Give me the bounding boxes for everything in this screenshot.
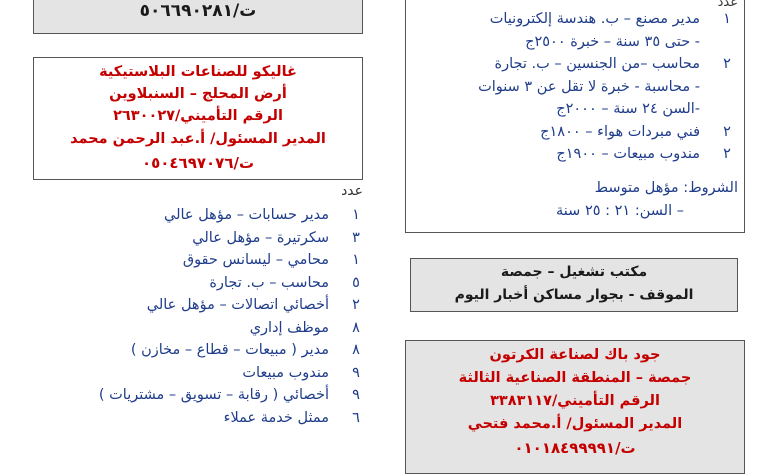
galico-company-box: [33, 57, 363, 180]
jobs-left-header: عدد: [341, 183, 363, 199]
list-item: [412, 53, 738, 76]
galico-address: أرض المحلج – السنبلاوين: [109, 86, 287, 102]
job-text: فني مبردات هواء – ١٨٠٠ج: [540, 123, 700, 140]
list-item: [47, 249, 367, 272]
job-count: ٥: [352, 274, 360, 291]
galico-manager: المدير المسئول/ أ.عبد الرحمن محمد: [70, 131, 326, 147]
galico-name: غاليكو للصناعات البلاستيكية: [99, 64, 297, 80]
job-title: مدير حسابات – مؤهل عالي: [164, 207, 329, 223]
job-title: موظف إداري: [249, 319, 329, 336]
list-item: [412, 76, 738, 99]
job-count: ٦: [352, 409, 360, 426]
job-count: ٢: [352, 297, 360, 313]
employment-office-box: [410, 258, 738, 312]
galico-phone: ت/٠٥٠٤٦٩٧٠٧٦: [141, 154, 255, 172]
job-count: ٨: [352, 319, 360, 336]
job-count: ٢: [723, 123, 731, 140]
list-item: [412, 8, 738, 31]
list-item: [47, 317, 367, 340]
goodpack-address: جمصة – المنطقة الصناعية الثالثة: [458, 370, 692, 386]
list-item: [412, 98, 738, 121]
job-text: مندوب مبيعات – ١٩٠٠ج: [556, 146, 700, 162]
goodpack-name: جود باك لصناعة الكرتون: [489, 347, 661, 363]
jobs-left-list: [47, 204, 367, 429]
jobs-right-list: [412, 8, 738, 166]
list-item: [412, 121, 738, 144]
job-title: محامي – ليسانس حقوق: [182, 252, 329, 268]
list-item: [47, 384, 367, 407]
list-item: [412, 143, 738, 166]
job-count: ٢: [723, 146, 731, 162]
job-count: ١: [352, 252, 360, 268]
job-count: ١: [723, 11, 731, 27]
job-title: أخصائي اتصالات – مؤهل عالي: [146, 297, 329, 313]
jobs-right-age: – السن: ٢١ : ٢٥ سنة: [556, 203, 684, 219]
list-item: [47, 339, 367, 362]
job-title: محاسب – ب. تجارة: [209, 274, 329, 291]
job-title: مدير ( مبيعات – قطاع – مخازن ): [130, 342, 329, 358]
job-title: سكرتيرة – مؤهل عالي: [192, 229, 329, 246]
job-text: - محاسبة - خبرة لا تقل عن ٣ سنوات: [478, 78, 700, 95]
list-item: [47, 362, 367, 385]
top-left-contact-box: [33, 0, 363, 34]
job-count: ٢: [723, 56, 731, 72]
job-count: ٣: [352, 229, 360, 246]
job-text: محاسب –من الجنسين – ب. تجارة: [494, 56, 700, 72]
employment-office-location: الموقف - بجوار مساكن أخبار اليوم: [454, 287, 694, 303]
job-title: مندوب مبيعات: [242, 364, 329, 381]
list-item: [47, 204, 367, 227]
galico-insurance: الرقم التأميني/٢٦٣٠٠٢٧: [113, 108, 283, 124]
job-text: - حتى ٣٥ سنة – خبرة ٢٥٠٠ج: [525, 33, 700, 50]
job-count: ١: [352, 207, 360, 223]
job-count: ٨: [352, 342, 360, 358]
top-left-phone: ت/٥٠٦٦٩٠٢٨١: [139, 1, 257, 21]
job-title: أخصائي ( رقابة – تسويق – مشتريات ): [98, 387, 329, 403]
list-item: [412, 31, 738, 54]
goodpack-phone: ت/٠١٠١٨٤٩٩٩٩١: [514, 439, 636, 457]
job-count: ٩: [352, 387, 360, 403]
list-item: [47, 294, 367, 317]
job-count: ٩: [352, 364, 360, 381]
list-item: [47, 272, 367, 295]
goodpack-manager: المدير المسئول/ أ.محمد فتحي: [467, 416, 683, 432]
jobs-right-header: عدد: [717, 0, 738, 10]
job-title: ممثل خدمة عملاء: [223, 409, 329, 426]
list-item: [47, 407, 367, 430]
goodpack-insurance: الرقم التأميني/٣٣٨٣١١٧: [490, 393, 660, 409]
jobs-right-conditions: الشروط: مؤهل متوسط: [594, 180, 738, 196]
job-text: مدير مصنع – ب. هندسة إلكترونيات: [489, 11, 700, 27]
job-text: -السن ٢٤ سنة – ٢٠٠٠ج: [556, 101, 700, 117]
jobs-right-box: [405, 0, 745, 233]
goodpack-company-box: [405, 340, 745, 474]
list-item: [47, 227, 367, 250]
employment-office-title: مكتب تشغيل – جمصة: [500, 264, 648, 280]
